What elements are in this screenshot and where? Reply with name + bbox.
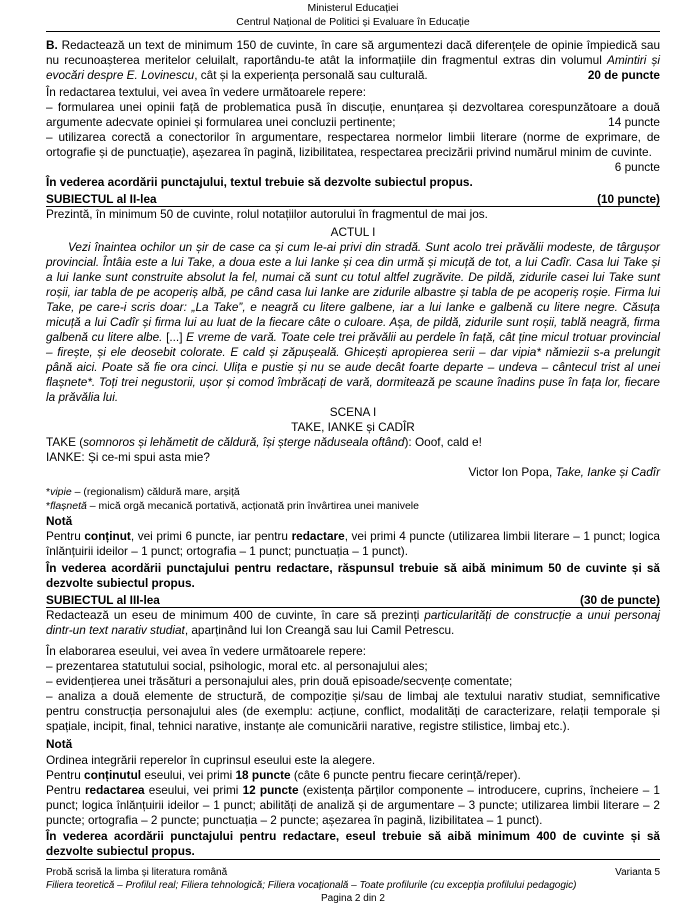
- dialogue-line: IANKE: Și ce-mi spui asta mie?: [46, 450, 210, 464]
- note-emphasis: conținutul: [84, 768, 142, 782]
- footer-row: [46, 866, 660, 879]
- criterion-text: – utilizarea corectă a conectorilor în argumentare, respectarea normelor limbii literare (norme de exprimare, de ortografie și de punctuație), așezarea în pagină, lizibilitatea, respectarea precizării privind numărul minim de cuvinte.: [46, 130, 660, 159]
- subject-3-title: SUBIECTUL al III-lea: [46, 593, 160, 607]
- footnote-mark: *: [46, 486, 51, 498]
- subject-2-points: (10 puncte): [597, 192, 660, 206]
- footnote-definition: – (regionalism) căldură mare, arșiță: [71, 486, 240, 498]
- task-b-text-end: , cât și la experiența personală sau culturală.: [194, 68, 428, 82]
- note-text: Pentru: [46, 529, 85, 543]
- criterion-item: – prezentarea statutului social, psihologic, moral etc. al personajului ales;: [46, 659, 428, 673]
- note-emphasis: conținut: [84, 529, 131, 543]
- scene-characters: TAKE, IANKE și CADÎR: [291, 420, 415, 434]
- scene-title: SCENA I: [329, 405, 377, 419]
- exam-tracks: Filiera teoretică – Profilul real; Filiera tehnologică; Filiera vocațională – Toate profilurile (cu excepția profilului pedagogic): [46, 880, 577, 891]
- task-text: , aparținând lui Ion Creangă sau lui Camil Petrescu.: [184, 623, 455, 637]
- footnote-definition: – mică orgă mecanică portativă, acționată prin învârtirea unei manivele: [86, 500, 419, 512]
- note-emphasis: 12 puncte: [242, 783, 299, 797]
- header-divider: [46, 31, 660, 32]
- criterion-points: 14 puncte: [608, 115, 660, 129]
- page-header: [46, 1, 660, 29]
- footnote-term: vipie: [50, 486, 72, 498]
- scoring-requirement: În vederea acordării punctajului pentru redactare, eseul trebuie să aibă minimum 400 de cuvinte și să dezvolte subiectul propus.: [46, 829, 660, 858]
- note-text: , vei primi 4 puncte (utilizarea limbii literare – 1 punct; logica înlănțuirii ideilor – 1 punct; ortografia – 1 punct; punctuația – 1 punct).: [46, 529, 660, 558]
- scoring-note: [46, 529, 660, 559]
- scoring-requirement: În vederea acordării punctajului pentru redactare, răspunsul trebuie să aibă minimum 50 de cuvinte și să dezvolte subiectul propus.: [46, 561, 660, 590]
- note-text: (existența părților componente – introducere, cuprins, încheiere – 1 punct; logica înlănțuirii ideilor – 1 punct; abilități de analiză și de argumentare – 3 puncte; utilizarea limbii literare – 2 puncte; ortografia – 2 puncte; punctuația – 2 puncte; așezarea în pagină, lizibilitatea – 1 punct).: [46, 783, 660, 827]
- variant-label: Varianta 5: [615, 867, 660, 878]
- note-emphasis: redactare: [291, 529, 345, 543]
- subject-3-task: [46, 608, 660, 638]
- note-title: Notă: [46, 514, 73, 528]
- task-b-label: B.: [46, 38, 58, 52]
- criterion-item: – analiza a două elemente de structură, de compoziție și/sau de limbaj ale textului narativ studiat, semnificative pentru construcția personajului ales (de exemplu: acțiune, conflict, modalități de caracterizare, relații temporale și spațiale, incipit, final, tehnici narative, instanțe ale comunicării narative, registre stilistice, limbaj etc.).: [46, 689, 660, 733]
- page-number: Pagina 2 din 2: [321, 893, 385, 904]
- footnote-term: flașnetă: [50, 500, 87, 512]
- subject-3-points: (30 de puncte): [580, 593, 660, 607]
- exam-name: Probă scrisă la limba și literatura română: [46, 867, 228, 878]
- criterion-item: – evidențierea unei trăsături a personajului ales, prin două episoade/secvențe comentate;: [46, 674, 513, 688]
- exam-content: [46, 38, 660, 859]
- stage-directions-text: Vezi înaintea ochilor un șir de case ca și cum le-ai privi din stradă. Sunt acolo trei prăvălii modeste, de târgușor provincial. Întâia este a lui Take, a doua este a lui Ianke și cea din urmă și micuță de tot, a lui Cadîr. Casa lui Take și a lui Ianke sunt construite absolut la fel, numai că sunt cu totul altfel zugrăvite. De pildă, zidurile casei lui Take sunt roșii, iar tabla de pe acoperiș albă, pe când casa lui Ianke are zidurile albastre și tabla de pe acoperiș roșie. Firma lui Take, pe care-i scris doar: „La Take”, e neagră cu litere galbene, iar a lui Ianke e galbenă cu litere negre. Căsuța micuță a lui Cadîr și firma lui au luat de la fiecare câte o culoare. Așa, de pildă, zidurile sunt roșii, tablă neagră, firma galbenă cu litere albe.: [46, 240, 660, 344]
- ministry-name: Ministerul Educației: [307, 2, 399, 14]
- source-citation: [46, 465, 660, 480]
- criteria-intro: În elaborarea eseului, vei avea în vedere următoarele repere:: [46, 644, 367, 658]
- note-text: eseului, vei primi: [141, 768, 236, 782]
- subject-2-title: SUBIECTUL al II-lea: [46, 192, 157, 206]
- omission-mark: [...]: [166, 330, 183, 344]
- book-title: Amintiri și evocări despre E. Lovinescu: [46, 53, 660, 82]
- task-b-text: Redactează un text de minimum 150 de cuvinte, în care să argumentezi dacă diferențele de opinie împiedică sau nu recunoașterea meritelor celuilalt, raportându-te atât la informațiile din fragmentul extras din volumul: [46, 38, 660, 67]
- redaction-scoring: [46, 783, 660, 828]
- center-name: Centrul Național de Politici și Evaluare în Educație: [236, 16, 470, 28]
- scoring-requirement: În vederea acordării punctajului, textul trebuie să dezvolte subiectul propus.: [46, 175, 473, 189]
- note-text: (câte 6 puncte pentru fiecare cerință/reper).: [290, 768, 521, 782]
- note-text: , vei primi 6 puncte, iar pentru: [130, 529, 292, 543]
- source-title: Take, Ianke și Cadîr: [555, 465, 660, 479]
- footer-divider: [46, 859, 660, 860]
- stage-directions: [46, 240, 660, 405]
- act-title: ACTUL I: [330, 225, 376, 239]
- criterion-item: [46, 100, 660, 130]
- footnote: [46, 499, 660, 513]
- footnote-mark: *: [46, 500, 51, 512]
- note-text: Pentru: [46, 783, 85, 797]
- criterion-item: [46, 130, 660, 175]
- task-b-points: 20 de puncte: [587, 68, 660, 82]
- subject-3-heading: [46, 593, 660, 608]
- task-text: Redactează un eseu de minimum 400 de cuvinte, în care să prezinți: [46, 608, 425, 622]
- replica: ): Ooof, cald e!: [404, 435, 482, 449]
- speaker: TAKE (: [46, 435, 84, 449]
- task-emphasis: particularități de construcție a unui personaj dintr-un text narativ studiat: [46, 608, 661, 637]
- dialogue-line: [46, 435, 660, 450]
- task-b: [46, 38, 660, 83]
- note-order: Ordinea integrării reperelor în cuprinsul eseului este la alegere.: [46, 753, 376, 767]
- stage-directions-text: E vreme de vară. Toate cele trei prăvălii au perdele în față, cât ține micul trotuar provincial – firește, și ele deosebit colorate. E cald și zăpușeală. Ghicești apropierea serii – dar vipia* nămiezii s-a prelungit până aici. Poate să fie ora cinci. Ulița e pustie și nu se aude decât foarte departe – undeva – cântecul trist al unei flașnete*. Toți trei negustorii, ușor și comod îmbrăcați de vară, dormitează pe scaune înadins puse în fața lor, fiecare la prăvălia lui.: [46, 330, 660, 404]
- source-author: Victor Ion Popa,: [468, 465, 556, 479]
- stage-direction: somnoros și lehămetit de căldură, își șterge năduseala oftând: [83, 435, 405, 449]
- criteria-intro: În redactarea textului, vei avea în vedere următoarele repere:: [46, 85, 367, 99]
- note-text: Pentru: [46, 768, 85, 782]
- subject-2-heading: [46, 192, 660, 207]
- subject-2-task: Prezintă, în minimum 50 de cuvinte, rolul notațiilor autorului în fragmentul de mai jos.: [46, 207, 488, 221]
- content-scoring: [46, 768, 660, 783]
- note-emphasis: redactarea: [84, 783, 145, 797]
- criterion-text: – formularea unei opinii față de problematica pusă în discuție, enunțarea și dezvoltarea corespunzătoare a două argumente adecvate opiniei și formularea unei concluzii pertinente;: [46, 100, 660, 129]
- note-text: eseului, vei primi: [144, 783, 243, 797]
- criterion-points: 6 puncte: [614, 160, 660, 174]
- footnote: [46, 485, 660, 499]
- page-footer: [46, 866, 660, 905]
- note-emphasis: 18 puncte: [235, 768, 291, 782]
- note-title: Notă: [46, 737, 73, 751]
